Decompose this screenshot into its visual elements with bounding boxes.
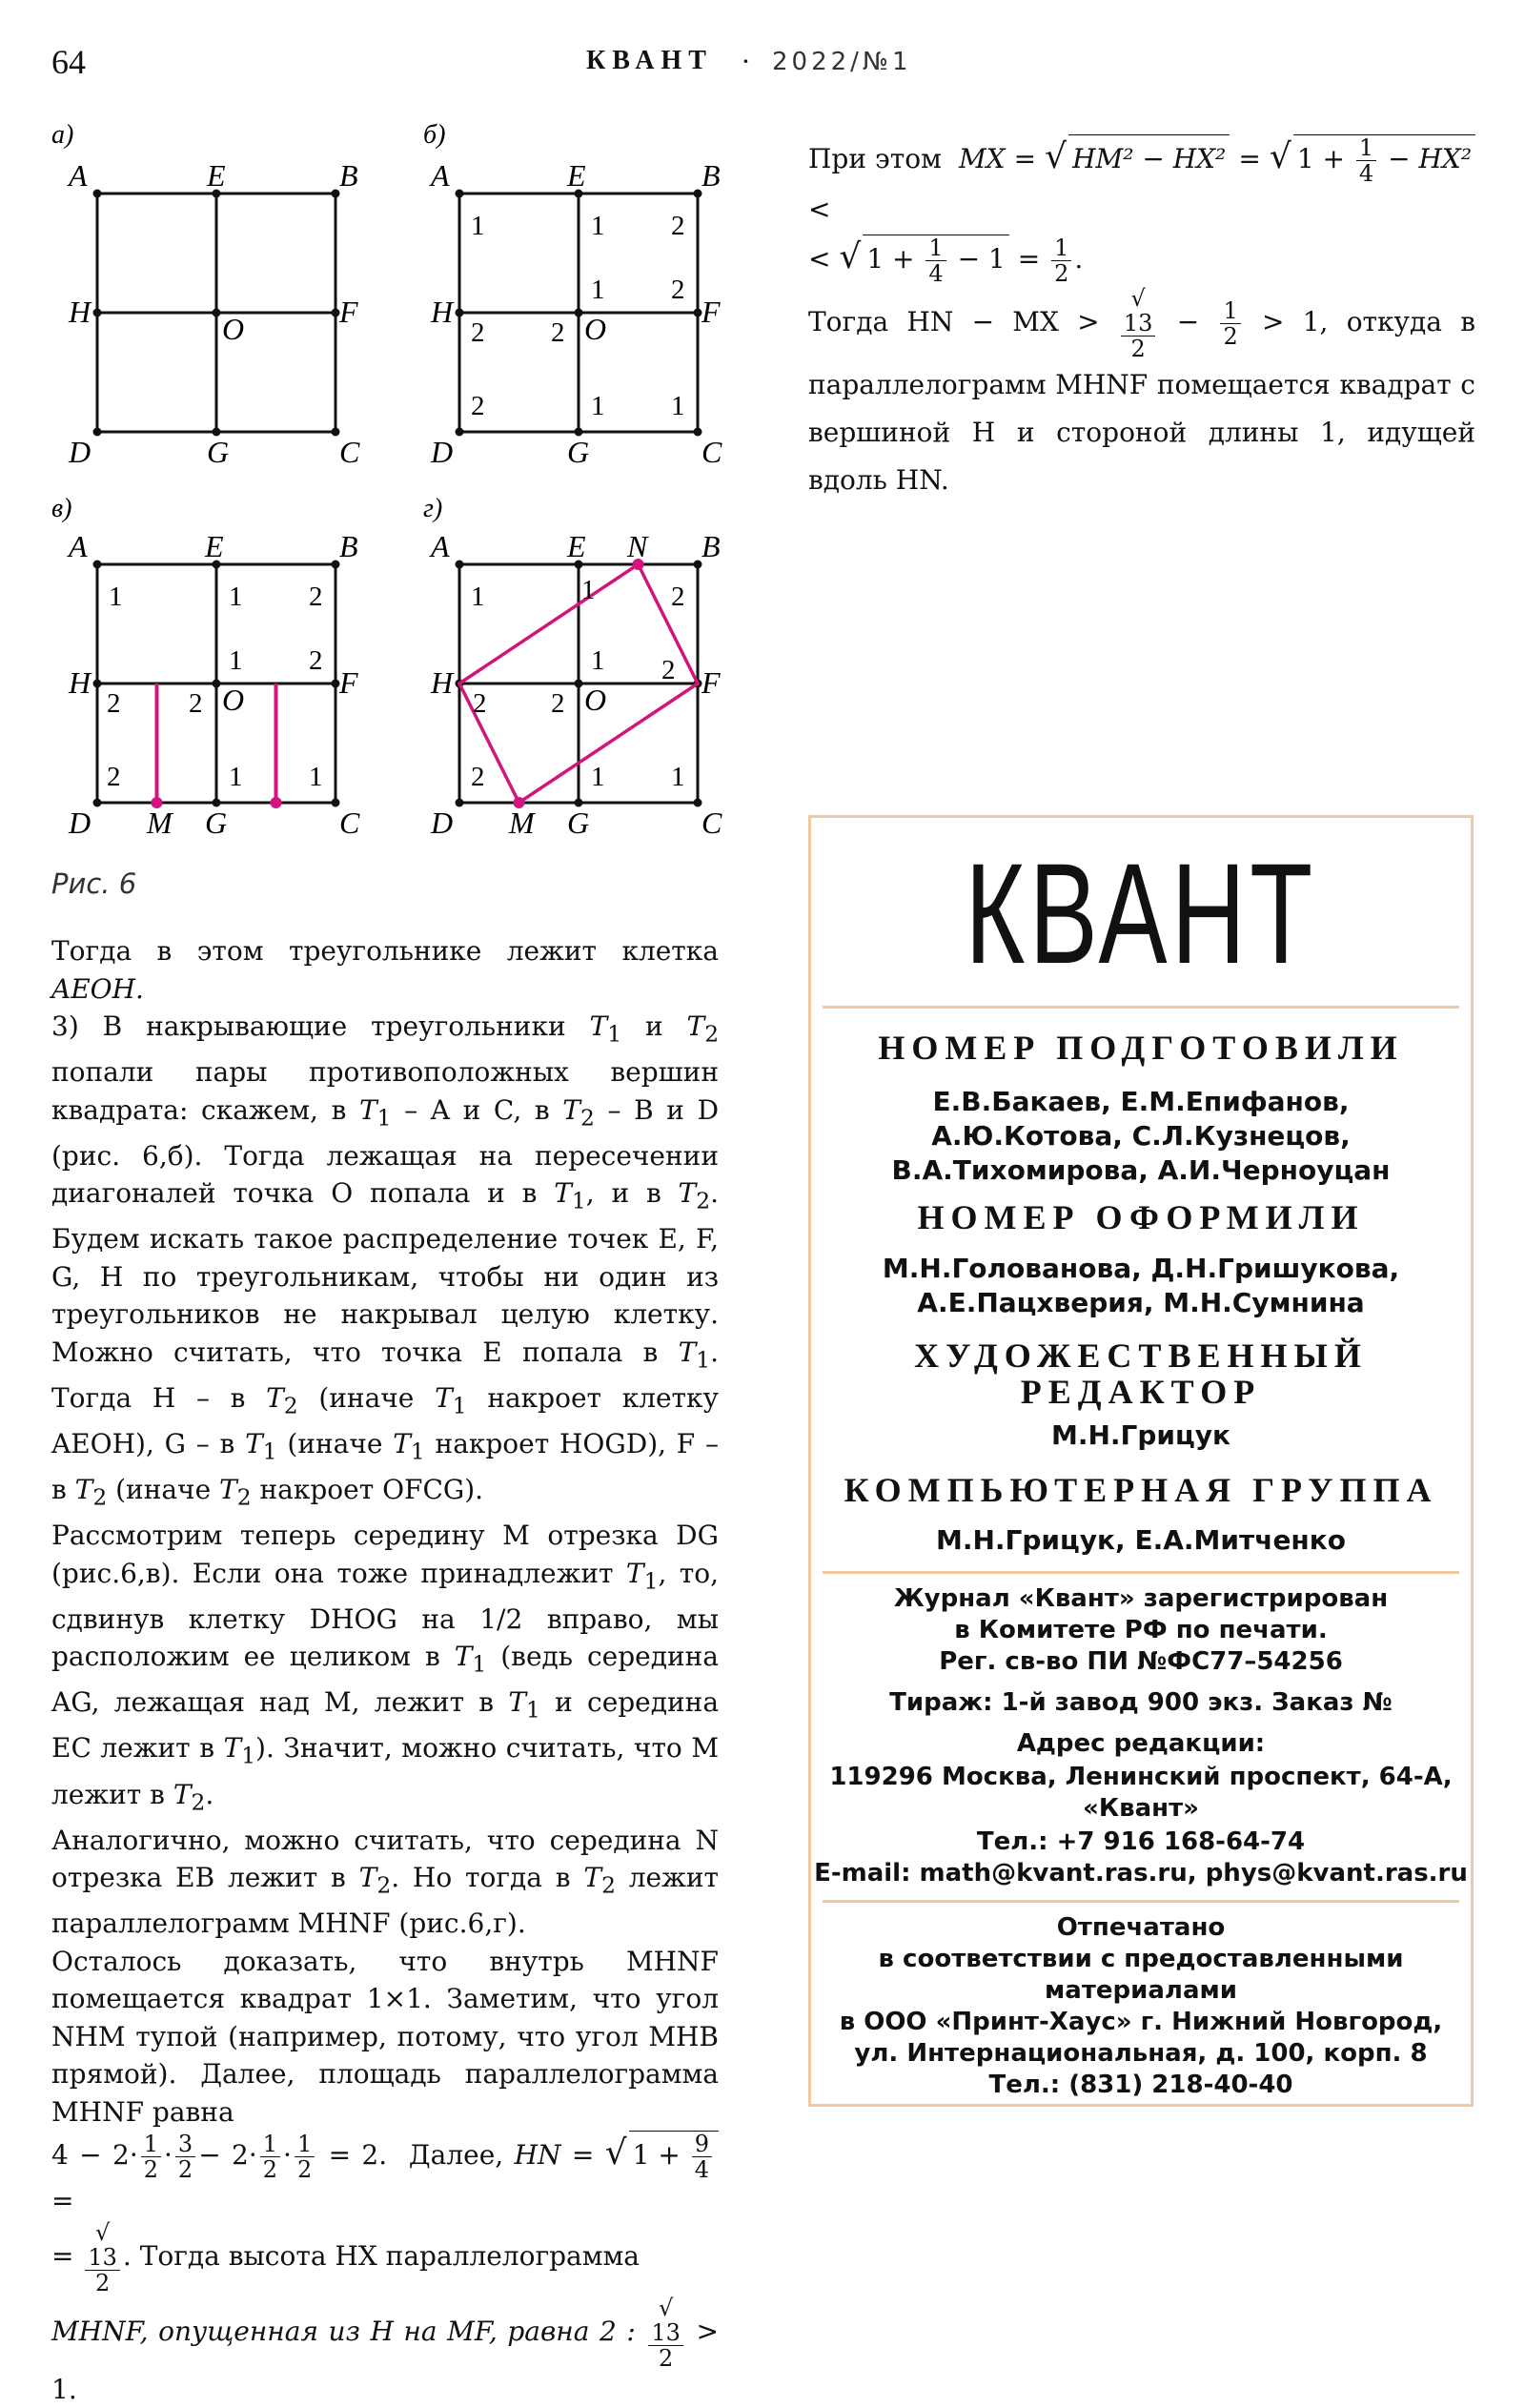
right-formula-line-2: < √ 1 + $\frac{1}{4}$ − 1 = $\frac{1}{2}$ . xyxy=(808,235,1084,287)
cell-number: 1 xyxy=(229,582,243,612)
vertex-B: B xyxy=(339,529,358,563)
issue-number: 2022/№1 xyxy=(772,48,912,76)
printed-4: в ООО «Принт-Хаус» г. Нижний Новгород, xyxy=(839,2008,1443,2036)
masthead-title: КВАНТ xyxy=(965,833,1317,993)
panel-a xyxy=(51,120,360,469)
email: E-mail: math@kvant.ras.ru, phys@kvant.ras.ru xyxy=(814,1859,1468,1888)
cell-number: 2 xyxy=(473,688,487,719)
cell-number: 1 xyxy=(471,211,485,241)
phone: Тел.: +7 916 168-64-74 xyxy=(976,1827,1306,1856)
address-line-1: 119296 Москва, Ленинский проспект, 64-А, xyxy=(829,1763,1453,1791)
cell-number: 1 xyxy=(471,582,485,612)
panel-g-label: г) xyxy=(423,494,443,523)
names-designed-1: М.Н.Голованова, Д.Н.Гришукова, xyxy=(882,1253,1400,1284)
heading-art-editor-2: РЕДАКТОР xyxy=(1020,1373,1262,1411)
cell-number: 1 xyxy=(591,645,605,676)
printed-6: Тел.: (831) 218-40-40 xyxy=(988,2071,1293,2099)
divider xyxy=(823,1571,1459,1574)
vertex-A: A xyxy=(69,529,88,563)
vertex-F: F xyxy=(702,295,721,329)
figure-caption: Рис. 6 xyxy=(51,867,137,900)
divider xyxy=(823,1900,1459,1903)
vertex-F: F xyxy=(339,665,358,700)
paragraph-2: 3) В накрывающие треугольники $T_1$ и $T_2$ попали пары противоположных вершин квадрата: скажем, в $T_1$ – A и C, в $T_2$ – B и D (рис. 6,б). Тогда лежащая на пересечении диагоналей точка O попала и в $T_1$, и в $T_2$. Будем искать такое распределение точек E, F, G, H по треугольникам, чтобы ни один из треугольников не накрывал целую клетку. Можно считать, что точка E попала в $T_1$. Тогда H – в $T_2$ (иначе $T_1$ накроет клетку AEOH), G – в $T_1$ (иначе $T_1$ накроет HOGD), F – в $T_2$ (иначе $T_2$ накроет OFCG). xyxy=(51,1010,720,1511)
header-separator: · xyxy=(742,46,750,77)
vertex-D: D xyxy=(69,806,92,840)
printed-2: в соответствии с предоставленными xyxy=(878,1945,1404,1973)
vertex-E: E xyxy=(205,529,224,563)
cell-number: 1 xyxy=(229,645,243,676)
cell-number: 2 xyxy=(671,582,685,612)
names-art-editor: М.Н.Грицук xyxy=(1050,1419,1231,1451)
printed-3: материалами xyxy=(1045,1976,1237,2005)
cell-number: 2 xyxy=(471,391,485,421)
masthead-panel xyxy=(808,815,1474,2107)
cell-number: 1 xyxy=(591,275,605,305)
cell-number: 2 xyxy=(107,688,121,719)
cell-number: 2 xyxy=(551,317,565,348)
paragraph-1: Тогда в этом треугольнике лежит клетка AEOH. xyxy=(51,935,719,1005)
cell-number: 2 xyxy=(471,762,485,792)
printed-1: Отпечатано xyxy=(1056,1913,1226,1942)
vertex-D: D xyxy=(69,435,92,469)
cell-number: 1 xyxy=(671,391,685,421)
registration-3: Рег. св-во ПИ №ФС77–54256 xyxy=(939,1647,1343,1676)
names-prepared-3: В.А.Тихомирова, А.И.Черноуцан xyxy=(891,1154,1391,1186)
cell-number: 1 xyxy=(671,762,685,792)
vertex-D: D xyxy=(431,806,454,840)
cell-number: 2 xyxy=(661,655,676,685)
vertex-D: D xyxy=(431,435,454,469)
cell-number: 2 xyxy=(107,762,121,792)
vertex-C: C xyxy=(702,806,722,840)
cell-number: 2 xyxy=(671,275,685,305)
vertex-A: A xyxy=(69,158,88,193)
paragraph-4: Аналогично, можно считать, что середина N отрезка EB лежит в $T_2$. Но тогда в $T_2$ лежит параллелограмм MHNF (рис.6,г). xyxy=(51,1824,720,1940)
vertex-G: G xyxy=(567,806,590,840)
vertex-H: H xyxy=(431,295,454,329)
vertex-N: N xyxy=(627,529,648,563)
vertex-A: A xyxy=(431,158,450,193)
right-paragraph: Тогда HN − MX > √ 13 2 − $\frac{1}{2}$ > 1, откуда в параллелограмм MHNF помещается квадрат с вершиной H и стороной длины 1, идущей вдоль HN. xyxy=(808,285,1475,496)
cell-number: 1 xyxy=(581,575,596,605)
vertex-E: E xyxy=(207,158,226,193)
cell-number: 2 xyxy=(471,317,485,348)
cell-number: 2 xyxy=(309,645,323,676)
divider xyxy=(823,1006,1459,1009)
page-header xyxy=(0,0,1525,105)
vertex-O: O xyxy=(222,312,245,346)
vertex-H: H xyxy=(69,665,92,700)
heading-art-editor-1: ХУДОЖЕСТВЕННЫЙ xyxy=(914,1337,1368,1375)
vertex-B: B xyxy=(702,529,721,563)
point-midpoint xyxy=(271,797,282,808)
panel-a-label: а) xyxy=(51,120,74,150)
cell-number: 1 xyxy=(309,762,323,792)
cell-number: 2 xyxy=(189,688,203,719)
vertex-C: C xyxy=(339,435,360,469)
address-line-2: «Квант» xyxy=(1083,1794,1199,1823)
right-formula-line-1: При этом MX = √ HM² − HX² = √ 1 + $\frac{1}{4}$ − HX² < xyxy=(808,133,1475,234)
vertex-M: M xyxy=(147,806,173,840)
vertex-H: H xyxy=(69,295,92,329)
page-number: 64 xyxy=(51,43,86,81)
address-heading: Адрес редакции: xyxy=(1016,1729,1266,1758)
cell-number: 2 xyxy=(671,211,685,241)
heading-computer-group: КОМПЬЮТЕРНАЯ ГРУППА xyxy=(844,1471,1438,1509)
cell-number: 1 xyxy=(591,391,605,421)
vertex-O: O xyxy=(584,683,607,717)
circulation: Тираж: 1-й завод 900 экз. Заказ № xyxy=(889,1688,1393,1717)
vertex-B: B xyxy=(339,158,358,193)
paragraph-5: Осталось доказать, что внутрь MHNF помещается квадрат 1×1. Заметим, что угол NHM тупой (например, потому, что угол MHB прямой). Далее, площадь параллелограмма MHNF равна 4 − 2· $\frac{1}{2}$ · $\frac{3}{2}$ − 2· $\frac{1}{2}$ · $\frac{1}{2}$ = 2. Далее, HN = √ 1 + $\frac{9}{4}$ = = √ 13 2 . Тогда высота HX параллелограмма MHNF, опущенная из H на MF, равна 2 : √ 13 2 > 1. xyxy=(51,1945,719,2405)
printed-5: ул. Интернациональная, д. 100, корп. 8 xyxy=(854,2039,1428,2068)
vertex-F: F xyxy=(339,295,358,329)
vertex-F: F xyxy=(702,665,721,700)
panel-v xyxy=(51,494,360,840)
vertex-G: G xyxy=(567,435,590,469)
panel-b-label: б) xyxy=(423,120,446,150)
vertex-M: M xyxy=(509,806,535,840)
names-prepared-2: А.Ю.Котова, С.Л.Кузнецов, xyxy=(931,1120,1351,1152)
cell-number: 1 xyxy=(229,762,243,792)
cell-number: 1 xyxy=(591,762,605,792)
cell-number: 1 xyxy=(591,211,605,241)
journal-name: КВАНТ xyxy=(586,46,713,75)
vertex-E: E xyxy=(567,158,586,193)
right-body-text xyxy=(808,133,1475,504)
vertex-C: C xyxy=(702,435,722,469)
cell-number: 2 xyxy=(551,688,565,719)
panel-g xyxy=(423,494,722,840)
vertex-O: O xyxy=(584,312,607,346)
names-prepared-1: Е.В.Бакаев, Е.М.Епифанов, xyxy=(932,1086,1350,1117)
heading-designed: НОМЕР ОФОРМИЛИ xyxy=(917,1198,1365,1236)
vertex-O: O xyxy=(222,683,245,717)
panel-b xyxy=(423,120,722,469)
cell-number: 2 xyxy=(309,582,323,612)
panel-v-label: в) xyxy=(51,494,72,523)
registration-2: в Комитете РФ по печати. xyxy=(954,1616,1328,1644)
names-computer-group: М.Н.Грицук, Е.А.Митченко xyxy=(935,1524,1347,1556)
vertex-G: G xyxy=(207,435,230,469)
paragraph-3: Рассмотрим теперь середину M отрезка DG (рис.6,в). Если она тоже принадлежит $T_1$, то, сдвинув клетку DHOG на 1/2 вправо, мы расположим ее целиком в $T_1$ (ведь середина AG, лежащая над M, лежит в $T_1$ и середина EC лежит в $T_1$). Значит, можно считать, что M лежит в $T_2$. xyxy=(51,1520,720,1816)
left-body-text xyxy=(51,932,719,2408)
registration-1: Журнал «Квант» зарегистрирован xyxy=(893,1584,1389,1613)
heading-prepared: НОМЕР ПОДГОТОВИЛИ xyxy=(878,1029,1404,1067)
figure-6 xyxy=(0,114,762,867)
vertex-G: G xyxy=(205,806,228,840)
vertex-A: A xyxy=(431,529,450,563)
vertex-H: H xyxy=(431,665,454,700)
vertex-C: C xyxy=(339,806,360,840)
vertex-B: B xyxy=(702,158,721,193)
cell-number: 1 xyxy=(109,582,123,612)
vertex-E: E xyxy=(567,529,586,563)
names-designed-2: А.Е.Пацхверия, М.Н.Сумнина xyxy=(917,1287,1365,1318)
